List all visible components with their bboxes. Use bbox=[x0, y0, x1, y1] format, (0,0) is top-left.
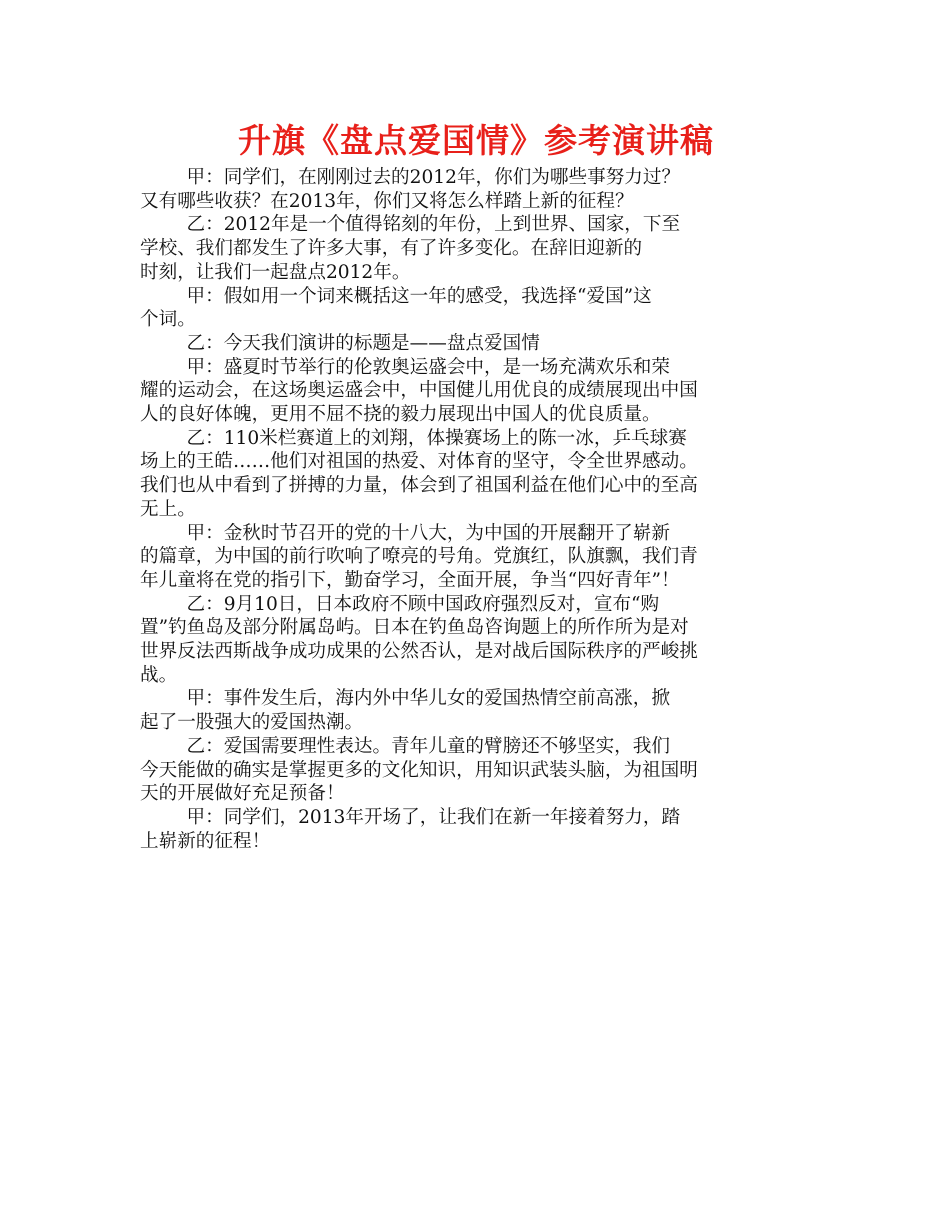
paragraph-line: 人的良好体魄，更用不屈不挠的毅力展现出中国人的优良质量。 bbox=[140, 404, 661, 426]
paragraph bbox=[140, 735, 812, 806]
paragraph-line: 甲：盛夏时节举行的伦敦奥运盛会中，是一场充满欢乐和荣 bbox=[186, 356, 670, 378]
paragraph-line: 战。 bbox=[140, 664, 178, 686]
paragraph bbox=[140, 806, 812, 853]
paragraph bbox=[140, 687, 812, 734]
document-page bbox=[140, 118, 812, 853]
paragraph-line: 上崭新的征程！ bbox=[140, 830, 271, 852]
paragraph-line: 乙：110米栏赛道上的刘翔，体操赛场上的陈一冰，乒乓球赛 bbox=[186, 427, 687, 449]
paragraph bbox=[140, 593, 812, 688]
paragraph-line: 耀的运动会，在这场奥运盛会中，中国健儿用优良的成绩展现出中国 bbox=[140, 380, 698, 402]
paragraph bbox=[140, 356, 812, 427]
paragraph-line: 甲：同学们，在刚刚过去的2012年，你们为哪些事努力过？ bbox=[186, 167, 681, 188]
paragraph-line: 甲：假如用一个词来概括这一年的感受，我选择“爱国”这 bbox=[186, 285, 652, 307]
paragraph-line: 学校、我们都发生了许多大事，有了许多变化。在辞旧迎新的 bbox=[140, 238, 643, 260]
paragraph-line: 甲：同学们，2013年开场了，让我们在新一年接着努力，踏 bbox=[186, 806, 681, 828]
document-title: 升旗《盘点爱国情》参考演讲稿 bbox=[238, 121, 714, 160]
paragraph-line: 时刻，让我们一起盘点2012年。 bbox=[140, 261, 411, 283]
paragraph bbox=[140, 285, 812, 332]
paragraph bbox=[140, 522, 812, 593]
paragraph-line: 今天能做的确实是掌握更多的文化知识，用知识武装头脑，为祖国明 bbox=[140, 759, 698, 781]
paragraph-line: 世界反法西斯战争成功成果的公然否认，是对战后国际秩序的严峻挑 bbox=[140, 641, 698, 663]
paragraph-line: 个词。 bbox=[140, 309, 196, 331]
paragraph-line: 乙：今天我们演讲的标题是——盘点爱国情 bbox=[186, 332, 540, 354]
paragraph bbox=[140, 213, 812, 284]
paragraph-line: 无上。 bbox=[140, 498, 196, 520]
paragraph-line: 我们也从中看到了拼搏的力量，体会到了祖国利益在他们心中的至高 bbox=[140, 475, 698, 497]
paragraph-line: 甲：事件发生后，海内外中华儿女的爱国热情空前高涨，掀 bbox=[186, 688, 670, 710]
paragraph-line: 的篇章，为中国的前行吹响了嘹亮的号角。党旗红，队旗飘，我们青 bbox=[140, 546, 698, 568]
paragraph-line: 天的开展做好充足预备！ bbox=[140, 783, 345, 805]
paragraph-line: 乙：9月10日，日本政府不顾中国政府强烈反对，宣布“购 bbox=[186, 593, 660, 615]
paragraph bbox=[140, 427, 812, 522]
document-body bbox=[140, 166, 812, 853]
paragraph-line: 又有哪些收获？在2013年，你们又将怎么样踏上新的征程？ bbox=[140, 190, 634, 212]
paragraph-line: 起了一股强大的爱国热潮。 bbox=[140, 712, 364, 734]
paragraph-line: 乙：爱国需要理性表达。青年儿童的臂膀还不够坚实，我们 bbox=[186, 735, 670, 757]
paragraph bbox=[140, 332, 812, 356]
paragraph bbox=[140, 166, 812, 213]
paragraph-line: 乙：2012年是一个值得铭刻的年份，上到世界、国家，下至 bbox=[186, 214, 681, 236]
paragraph-line: 置”钓鱼岛及部分附属岛屿。日本在钓鱼岛咨询题上的所作所为是对 bbox=[140, 617, 689, 639]
paragraph-line: 年儿童将在党的指引下，勤奋学习，全面开展，争当“四好青年”！ bbox=[140, 569, 680, 591]
paragraph-line: 场上的王皓……他们对祖国的热爱、对体育的坚守，令全世界感动。 bbox=[140, 451, 698, 473]
paragraph-line: 甲：金秋时节召开的党的十八大，为中国的开展翻开了崭新 bbox=[186, 522, 670, 544]
